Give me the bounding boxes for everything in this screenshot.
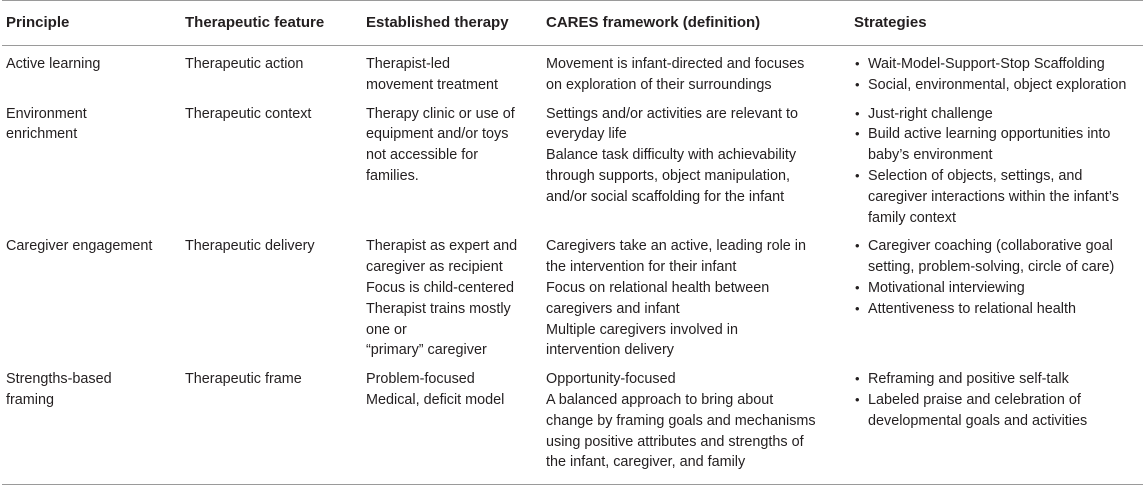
cell-text-line: caregivers and infant (546, 300, 680, 317)
cell-established-therapy (362, 46, 542, 99)
strategy-item (854, 278, 1143, 299)
strategy-list (854, 236, 1143, 319)
cell-text-line: on exploration of their surroundings (546, 76, 772, 93)
cell-therapeutic-feature (181, 364, 362, 484)
cell-text-line: Therapist trains mostly (366, 300, 511, 317)
cell-text-line: one or (366, 321, 407, 338)
cell-text-line: Caregiver engagement (6, 238, 153, 255)
cell-text-line: Therapy clinic or use of (366, 105, 515, 122)
strategy-text-line: baby’s environment (868, 147, 993, 164)
cell-text-line: Therapist-led (366, 56, 450, 72)
cell-text-line: Therapeutic frame (185, 371, 302, 388)
cell-text-line: everyday life (546, 126, 627, 143)
cell-established-therapy (362, 231, 542, 364)
cell-established-therapy (362, 99, 542, 232)
cell-text-line: Balance task difficulty with achievability (546, 147, 797, 164)
cell-therapeutic-feature (181, 46, 362, 99)
header-row (2, 1, 1143, 46)
strategy-text-line: • Build active learning opportunities into (868, 126, 1111, 143)
table-row (2, 364, 1143, 484)
cell-text-line: families. (366, 167, 419, 184)
cell-text-line: equipment and/or toys (366, 126, 509, 143)
strategy-text-line: • Caregiver coaching (collaborative goal (868, 238, 1113, 255)
strategy-item (854, 390, 1143, 432)
cell-text-line: “primary” caregiver (366, 342, 487, 359)
cell-therapeutic-feature (181, 231, 362, 364)
table-row (2, 46, 1143, 99)
strategy-text-line: family context (868, 209, 956, 226)
strategy-item (854, 299, 1143, 320)
cell-text-line: caregiver as recipient (366, 259, 503, 276)
cell-text-line: Environment (6, 105, 87, 122)
cell-text-line: using positive attributes and strengths of (546, 433, 804, 450)
cell-cares-definition (542, 46, 850, 99)
strategy-item (854, 75, 1143, 96)
cell-text-line: the infant, caregiver, and family (546, 454, 746, 471)
cell-text-line: Therapist as expert and (366, 238, 518, 255)
table-row (2, 99, 1143, 232)
cell-text-line: Focus on relational health between (546, 279, 770, 296)
strategy-item (854, 104, 1143, 125)
cell-text-line: and/or social scaffolding for the infant (546, 188, 785, 205)
strategy-item (854, 369, 1143, 390)
cell-established-therapy (362, 364, 542, 484)
cell-text-line: Medical, deficit model (366, 391, 505, 408)
cell-text-line: Focus is child-centered (366, 279, 514, 296)
cell-strategies (850, 364, 1143, 484)
cell-text-line: change by framing goals and mechanisms (546, 412, 816, 429)
cell-text-line: not accessible for (366, 147, 478, 164)
cell-text-line: through supports, object manipulation, (546, 167, 790, 184)
header-principle: Principle (6, 14, 70, 31)
strategy-list (854, 104, 1143, 229)
cell-text-line: Therapeutic action (185, 56, 304, 72)
cell-strategies (850, 231, 1143, 364)
cell-text-line: Opportunity-focused (546, 371, 676, 388)
cell-text-line: Strengths-based (6, 371, 112, 388)
strategy-text-line: • Motivational interviewing (868, 279, 1025, 296)
table-row (2, 231, 1143, 364)
strategy-text-line: setting, problem-solving, circle of care) (868, 259, 1115, 276)
cell-text-line: enrichment (6, 126, 78, 143)
strategy-text-line: • Just-right challenge (868, 105, 993, 122)
cell-text-line: Active learning (6, 56, 101, 72)
cell-therapeutic-feature (181, 99, 362, 232)
table-header (2, 1, 1143, 46)
strategy-item (854, 124, 1143, 166)
header-established-therapy: Established therapy (366, 14, 509, 31)
cell-text-line: Caregivers take an active, leading role in (546, 238, 806, 255)
strategy-list (854, 369, 1143, 431)
strategy-text-line: • Attentiveness to relational health (868, 300, 1076, 317)
strategy-text-line: • Labeled praise and celebration of (868, 391, 1081, 408)
cell-text-line: Therapeutic context (185, 105, 312, 122)
strategy-text-line: developmental goals and activities (868, 412, 1088, 429)
cell-principle (2, 99, 181, 232)
cell-text-line: Movement is infant-directed and focuses (546, 56, 805, 72)
cell-text-line: framing (6, 391, 54, 408)
header-therapeutic-feature: Therapeutic feature (185, 14, 325, 31)
cell-text-line: Problem-focused (366, 371, 475, 388)
table-body (2, 46, 1143, 485)
strategy-list (854, 54, 1143, 96)
strategy-text-line: • Reframing and positive self-talk (868, 371, 1069, 388)
strategy-item (854, 166, 1143, 228)
header-strategies: Strategies (854, 14, 927, 31)
cell-cares-definition (542, 231, 850, 364)
strategy-text-line: caregiver interactions within the infant’s (868, 188, 1119, 205)
cell-strategies (850, 99, 1143, 232)
cell-text-line: intervention delivery (546, 342, 674, 359)
cell-text-line: Multiple caregivers involved in (546, 321, 738, 338)
cares-framework-table (2, 0, 1143, 485)
cell-text-line: the intervention for their infant (546, 259, 737, 276)
strategy-text-line: • Wait-Model-Support-Stop Scaffolding (868, 56, 1105, 72)
strategy-item (854, 54, 1143, 75)
strategy-text-line: • Social, environmental, object exploration (868, 76, 1127, 93)
cell-principle (2, 46, 181, 99)
cell-cares-definition (542, 364, 850, 484)
cell-text-line: A balanced approach to bring about (546, 391, 774, 408)
cell-principle (2, 364, 181, 484)
cell-cares-definition (542, 99, 850, 232)
strategy-item (854, 236, 1143, 278)
cell-text-line: Therapeutic delivery (185, 238, 315, 255)
cell-strategies (850, 46, 1143, 99)
header-cares-framework: CARES framework (definition) (546, 14, 761, 31)
cell-text-line: movement treatment (366, 76, 498, 93)
cell-principle (2, 231, 181, 364)
strategy-text-line: • Selection of objects, settings, and (868, 167, 1083, 184)
cell-text-line: Settings and/or activities are relevant to (546, 105, 798, 122)
